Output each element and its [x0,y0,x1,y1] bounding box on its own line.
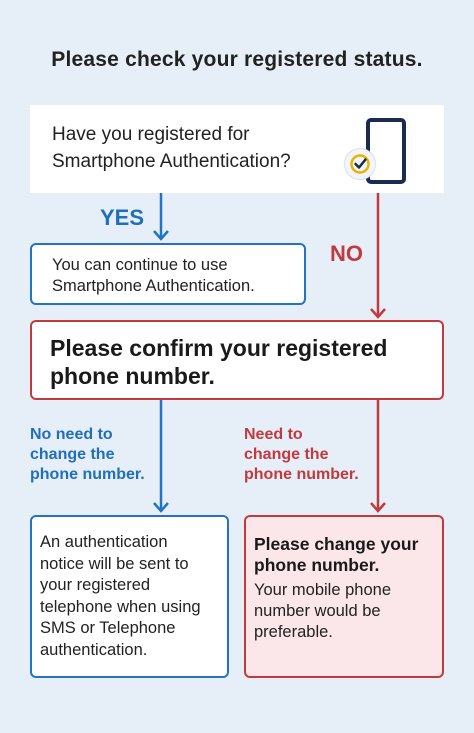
question-text [52,121,352,175]
notice-line-3: your registered [40,576,151,594]
no-change-line-1: No need to [30,426,113,443]
notice-line-4: telephone when using [40,597,201,616]
notice-line-1: An authentication [40,533,168,551]
change-title-line-1: Please change your [254,534,419,554]
no-change-line-3: phone number. [30,466,145,483]
no-label: NO [330,241,363,266]
question-line-2: Smartphone Authentication? [52,151,291,172]
change-body-line-3: preferable. [254,623,333,641]
continue-line-2: Smartphone Authentication. [52,277,255,295]
continue-text [52,255,292,297]
change-result-title [254,534,440,576]
confirm-text [50,334,430,390]
check-circle-icon [349,153,371,175]
change-line-2: change the [244,446,329,463]
change-line-1: Need to [244,426,303,443]
no-change-label [30,425,160,485]
no-arrow [371,193,385,317]
change-result-body [254,580,440,643]
yes-label: YES [100,205,145,230]
confirm-line-1: Please confirm your registered [50,335,388,361]
continue-line-1: You can continue to use [52,256,228,274]
notice-result-text [40,532,225,661]
change-label [244,425,384,485]
change-title-line-2: phone number. [254,555,380,575]
no-change-line-2: change the [30,446,115,463]
change-line-3: phone number. [244,466,359,483]
change-body-line-1: Your mobile phone [254,581,391,599]
notice-line-6: authentication. [40,640,148,659]
notice-line-2: notice will be sent to [40,554,189,573]
notice-line-5: SMS or Telephone [40,619,176,637]
question-line-1: Have you registered for [52,124,250,145]
page-title: Please check your registered status. [51,48,423,71]
confirm-line-2: phone number. [50,363,215,389]
checkmark-badge-icon [344,148,376,180]
yes-arrow [154,193,168,239]
change-body-line-2: number would be [254,602,381,620]
